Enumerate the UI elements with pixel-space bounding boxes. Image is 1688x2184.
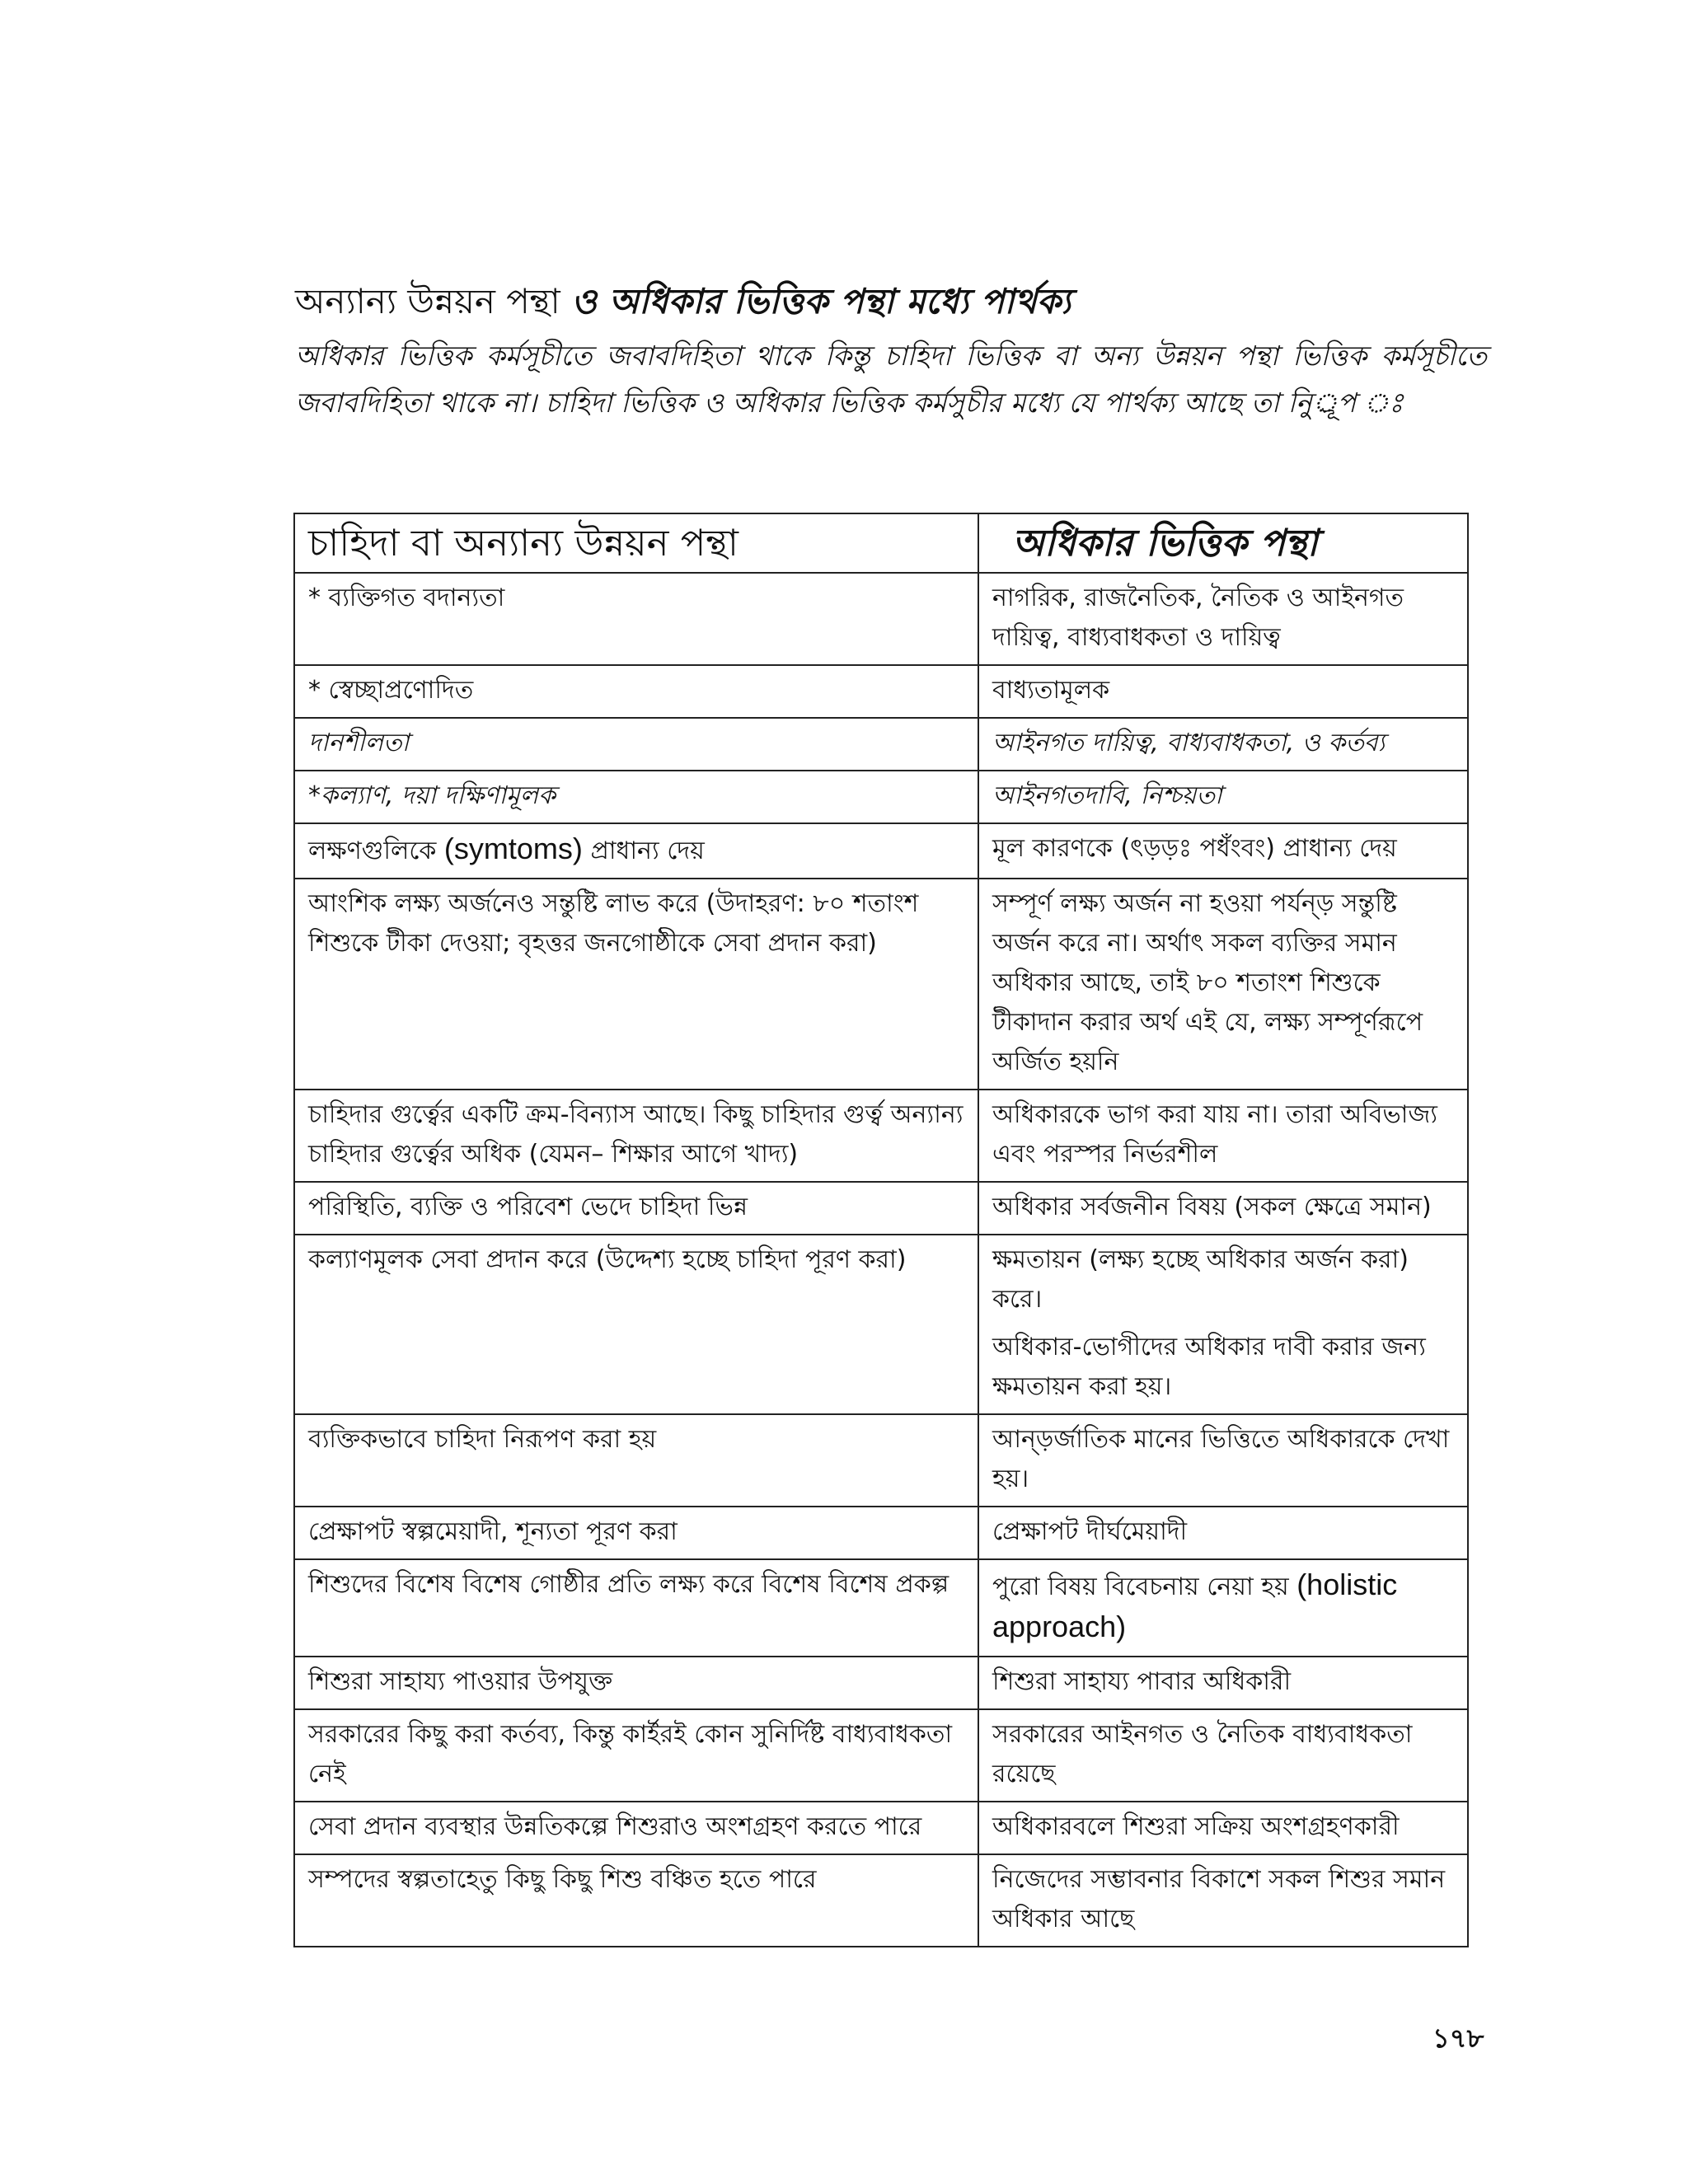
table-row — [294, 1854, 1468, 1947]
table-row — [294, 823, 1468, 879]
table-row — [294, 879, 1468, 1090]
heading-italic: ও অধিকার ভিত্তিক পন্থা মধ্যে পার্থক্য — [571, 281, 1071, 321]
table-row — [294, 1507, 1468, 1559]
table-row — [294, 1414, 1468, 1507]
latin-term: (symtoms) — [443, 832, 583, 865]
cell-needs: *কল্যাণ, দয়া দক্ষিণামূলক — [294, 771, 978, 823]
comparison-table — [293, 513, 1469, 1947]
table-row — [294, 1657, 1468, 1709]
table-row — [294, 665, 1468, 718]
cell-needs: সম্পদের স্বল্পতাহেতু কিছু কিছু শিশু বঞ্চিত হতে পারে — [294, 1854, 978, 1947]
intro-paragraph: অধিকার ভিত্তিক কর্মসূচীতে জবাবদিহিতা থাকে কিন্তু চাহিদা ভিত্তিক বা অন্য উন্নয়ন পন্থা ভিত্তিক কর্মসূচীতে জবাবদিহিতা থাকে না। চাহিদা ভিত্তিক ও অধিকার ভিত্তিক কর্মসুচীর মধ্যে যে পার্থক্য আছে তা নিুর্ূপ ঃ — [295, 340, 1487, 419]
cell-rights: বাধ্যতামূলক — [978, 665, 1468, 718]
table-row — [294, 1802, 1468, 1854]
cell-needs: ব্যক্তিকভাবে চাহিদা নিরূপণ করা হয় — [294, 1414, 978, 1507]
cell-needs: পরিস্থিতি, ব্যক্তি ও পরিবেশ ভেদে চাহিদা ভিন্ন — [294, 1182, 978, 1235]
table-row — [294, 1182, 1468, 1235]
header-rights-approach: অধিকার ভিত্তিক পন্থা — [978, 513, 1468, 573]
cell-paragraph: ক্ষমতায়ন (লক্ষ্য হচ্ছে অধিকার অর্জন করা) করে। — [992, 1245, 1409, 1314]
cell-needs: চাহিদার গুর্ত্বের একটি ক্রম-বিন্যাস আছে। কিছু চাহিদার গুর্ত্ব অন্যান্য চাহিদার গুর্ত্বের অধিক (যেমন– শিক্ষার আগে খাদ্য) — [294, 1090, 978, 1182]
cell-needs — [294, 823, 978, 879]
cell-rights: সম্পূর্ণ লক্ষ্য অর্জন না হওয়া পর্যন্ড় সন্তুষ্টি অর্জন করে না। অর্থাৎ সকল ব্যক্তির সমান অধিকার আছে, তাই ৮০ শতাংশ শিশুকে টীকাদান করার অর্থ এই যে, লক্ষ্য সম্পূর্ণরূপে অর্জিত হয়নি — [978, 879, 1468, 1090]
cell-needs: সেবা প্রদান ব্যবস্থার উন্নতিকল্পে শিশুরাও অংশগ্রহণ করতে পারে — [294, 1802, 978, 1854]
cell-rights: অধিকার সর্বজনীন বিষয় (সকল ক্ষেত্রে সমান) — [978, 1182, 1468, 1235]
cell-rights: শিশুরা সাহায্য পাবার অধিকারী — [978, 1657, 1468, 1709]
cell-paragraph: অধিকার-ভোগীদের অধিকার দাবী করার জন্য ক্ষমতায়ন করা হয়। — [992, 1333, 1426, 1401]
cell-needs: শিশুদের বিশেষ বিশেষ গোষ্ঠীর প্রতি লক্ষ্য করে বিশেষ বিশেষ প্রকল্প — [294, 1559, 978, 1657]
cell-needs: আংশিক লক্ষ্য অর্জনেও সন্তুষ্টি লাভ করে (উদাহরণ: ৮০ শতাংশ শিশুকে টীকা দেওয়া; বৃহত্তর জনগোষ্ঠীকে সেবা প্রদান করা) — [294, 879, 978, 1090]
cell-needs: * ব্যক্তিগত বদান্যতা — [294, 573, 978, 665]
cell-needs: প্রেক্ষাপট স্বল্পমেয়াদী, শূন্যতা পূরণ করা — [294, 1507, 978, 1559]
cell-rights: মূল কারণকে (ৎড়ড়ঃ পধঁংবং) প্রাধান্য দেয় — [978, 823, 1468, 879]
latin-term: (holistic approach) — [992, 1568, 1398, 1643]
cell-text: লক্ষণগুলিকে — [308, 837, 444, 865]
cell-rights: আইনগতদাবি, নিশ্চয়তা — [978, 771, 1468, 823]
table-row — [294, 771, 1468, 823]
cell-rights: প্রেক্ষাপট দীর্ঘমেয়াদী — [978, 1507, 1468, 1559]
cell-rights — [978, 1559, 1468, 1657]
page-number: ১৭৮ — [1432, 2022, 1484, 2054]
table-row — [294, 573, 1468, 665]
cell-needs: * স্বেচ্ছাপ্রণোদিত — [294, 665, 978, 718]
section-heading — [295, 277, 1482, 326]
cell-rights — [978, 1235, 1468, 1414]
header-needs-approach: চাহিদা বা অন্যান্য উন্নয়ন পন্থা — [294, 513, 978, 573]
table-row — [294, 1559, 1468, 1657]
cell-rights: অধিকারকে ভাগ করা যায় না। তারা অবিভাজ্য এবং পরস্পর নির্ভরশীল — [978, 1090, 1468, 1182]
cell-needs: শিশুরা সাহায্য পাওয়ার উপযুক্ত — [294, 1657, 978, 1709]
table-row — [294, 1709, 1468, 1802]
cell-needs: দানশীলতা — [294, 718, 978, 771]
cell-needs: সরকারের কিছু করা কর্তব্য, কিন্তু কার্ইরই কোন সুনির্দিষ্ট বাধ্যবাধকতা নেই — [294, 1709, 978, 1802]
cell-rights: সরকারের আইনগত ও নৈতিক বাধ্যবাধকতা রয়েছে — [978, 1709, 1468, 1802]
cell-rights: নিজেদের সম্ভাবনার বিকাশে সকল শিশুর সমান অধিকার আছে — [978, 1854, 1468, 1947]
cell-rights: আইনগত দায়িত্ব, বাধ্যবাধকতা, ও কর্তব্য — [978, 718, 1468, 771]
table-row — [294, 1090, 1468, 1182]
cell-rights: আন্ড়র্জাতিক মানের ভিত্তিতে অধিকারকে দেখা হয়। — [978, 1414, 1468, 1507]
cell-needs: কল্যাণমূলক সেবা প্রদান করে (উদ্দেশ্য হচ্ছে চাহিদা পূরণ করা) — [294, 1235, 978, 1414]
table-row — [294, 1235, 1468, 1414]
cell-text: পুরো বিষয় বিবেচনায় নেয়া হয় — [992, 1572, 1297, 1601]
table-header-row — [294, 513, 1468, 573]
cell-rights: অধিকারবলে শিশুরা সক্রিয় অংশগ্রহণকারী — [978, 1802, 1468, 1854]
cell-text: প্রাধান্য দেয় — [582, 837, 705, 865]
cell-rights: নাগরিক, রাজনৈতিক, নৈতিক ও আইনগত দায়িত্ব, বাধ্যবাধকতা ও দায়িত্ব — [978, 573, 1468, 665]
table-row — [294, 718, 1468, 771]
heading-plain: অন্যান্য উন্নয়ন পন্থা — [295, 281, 560, 321]
